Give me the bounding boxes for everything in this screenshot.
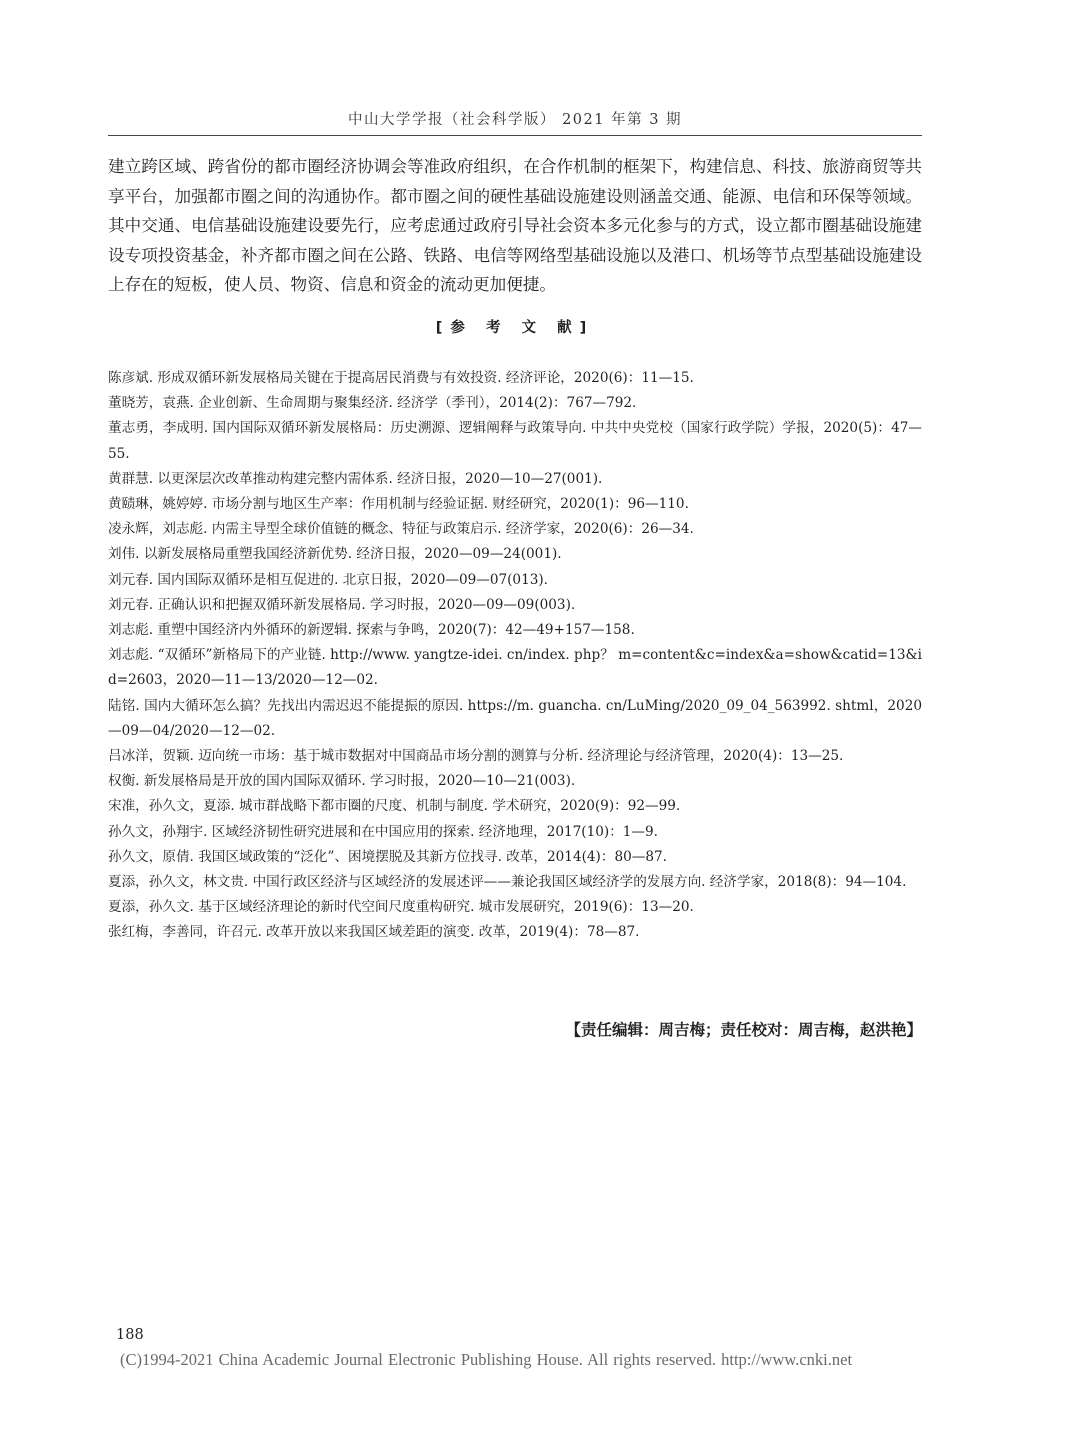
reference-item: 刘伟. 以新发展格局重塑我国经济新优势. 经济日报，2020—09—24(001).: [108, 546, 562, 563]
reference-item: 刘志彪. “双循环”新格局下的产业链. http://www. yangtze-idei. cn/index. php？ m=content&c=index&a=show&catid=13&id=2603，2020—11—13/2020—12—02.: [108, 647, 922, 689]
reference-item: 凌永辉，刘志彪. 内需主导型全球价值链的概念、特征与政策启示. 经济学家，2020(6)：26—34.: [108, 521, 694, 538]
body-paragraph: 建立跨区域、跨省份的都市圈经济协调会等准政府组织，在合作机制的框架下，构建信息、科技、旅游商贸等共享平台，加强都市圈之间的沟通协作。都市圈之间的硬性基础设施建设则涵盖交通、能源、电信和环保等领域。其中交通、电信基础设施建设要先行，应考虑通过政府引导社会资本多元化参与的方式，设立都市圈基础设施建设专项投资基金，补齐都市圈之间在公路、铁路、电信等网络型基础设施以及港口、机场等节点型基础设施建设上存在的短板，使人员、物资、信息和资金的流动更加便捷。: [108, 157, 922, 294]
reference-item: 张红梅，李善同，许召元. 改革开放以来我国区域差距的演变. 改革，2019(4)：78—87.: [108, 924, 640, 941]
reference-item: 孙久文，原倩. 我国区域政策的“泛化”、困境摆脱及其新方位找寻. 改革，2014(4)：80—87.: [108, 848, 667, 865]
reference-item: 刘志彪. 重塑中国经济内外循环的新逻辑. 探索与争鸣，2020(7)：42—49+157—158.: [108, 622, 635, 639]
reference-item: 刘元春. 正确认识和把握双循环新发展格局. 学习时报，2020—09—09(003).: [108, 596, 576, 613]
reference-item: 宋准，孙久文，夏添. 城市群战略下都市圈的尺度、机制与制度. 学术研究，2020(9)：92—99.: [108, 798, 681, 815]
reference-item: 董晓芳，袁燕. 企业创新、生命周期与聚集经济. 经济学（季刊），2014(2)：767—792.: [108, 395, 637, 412]
reference-item: 董志勇，李成明. 国内国际双循环新发展格局：历史溯源、逻辑阐释与政策导向. 中共中央党校（国家行政学院）学报，2020(5)：47—55.: [108, 420, 922, 462]
reference-item: 权衡. 新发展格局是开放的国内国际双循环. 学习时报，2020—10—21(003).: [108, 773, 576, 790]
reference-item: 黄群慧. 以更深层次改革推动构建完整内需体系. 经济日报，2020—10—27(001).: [108, 470, 603, 487]
header-rule: [108, 135, 922, 136]
copyright-notice: (C)1994-2021 China Academic Journal Electronic Publishing House. All rights reserved. http://www.cnki.net: [120, 1350, 853, 1369]
references-title: [参 考 文 献]: [435, 320, 595, 336]
reference-item: 陈彦斌. 形成双循环新发展格局关键在于提高居民消费与有效投资. 经济评论，2020(6)：11—15.: [108, 370, 694, 386]
reference-item: 吕冰洋，贺颖. 迈向统一市场：基于城市数据对中国商品市场分割的测算与分析. 经济理论与经济管理，2020(4)：13—25.: [108, 748, 844, 765]
page-number: 188: [116, 1327, 144, 1343]
reference-item: 刘元春. 国内国际双循环是相互促进的. 北京日报，2020—09—07(013).: [108, 571, 549, 588]
reference-item: 夏添，孙久文. 基于区域经济理论的新时代空间尺度重构研究. 城市发展研究，2019(6)：13—20.: [108, 899, 694, 916]
running-head: 中山大学学报（社会科学版） 2021 年第 3 期: [347, 112, 683, 128]
reference-item: 夏添，孙久文，林文贵. 中国行政区经济与区域经济的发展述评——兼论我国区域经济学的发展方向. 经济学家，2018(8)：94—104.: [108, 874, 907, 891]
reference-list: [108, 366, 922, 946]
reference-item: 孙久文，孙翔宇. 区域经济韧性研究进展和在中国应用的探索. 经济地理，2017(10)：1—9.: [108, 823, 658, 840]
editor-credits: 【责任编辑：周吉梅；责任校对：周吉梅，赵洪艳】: [565, 1021, 922, 1039]
reference-item: 黄赜琳，姚婷婷. 市场分割与地区生产率：作用机制与经验证据. 财经研究，2020(1)：96—110.: [108, 496, 689, 513]
reference-item: 陆铭. 国内大循环怎么搞？先找出内需迟迟不能提振的原因. https://m. guancha. cn/LuMing/2020_09_04_563992. shtml，2020—09—04/2020—12—02.: [108, 697, 922, 739]
